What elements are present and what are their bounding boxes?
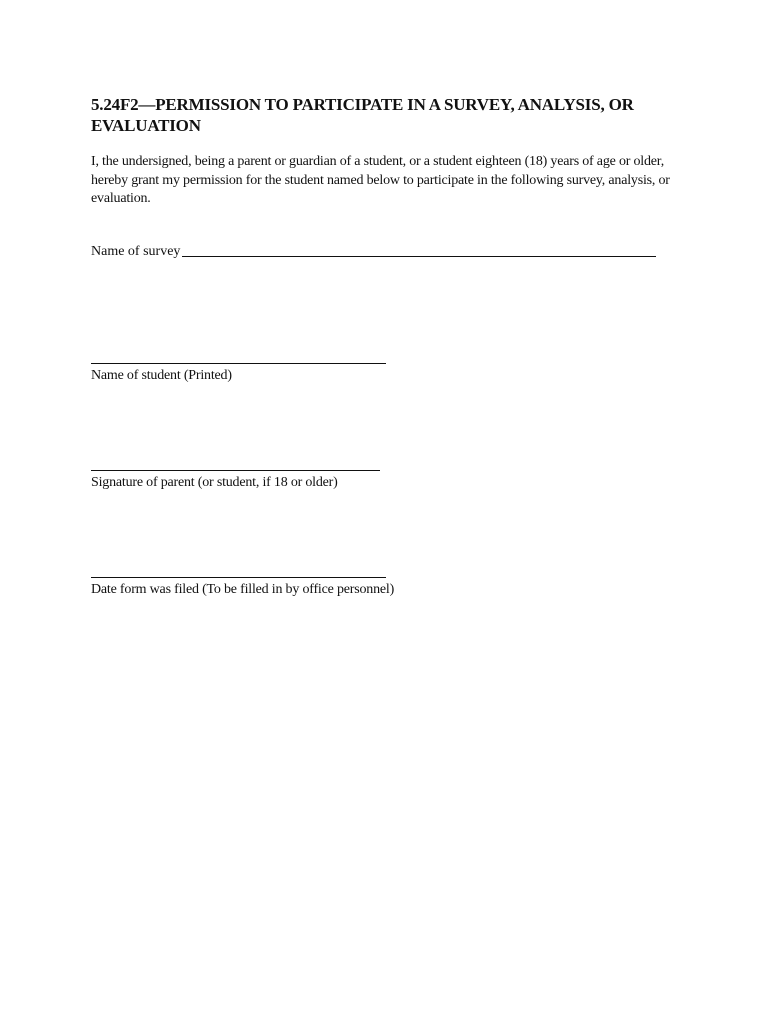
signature-caption: Signature of parent (or student, if 18 or older) <box>91 475 338 490</box>
student-name-line <box>91 363 386 364</box>
survey-name-line <box>182 256 656 257</box>
survey-name-field <box>91 242 656 260</box>
intro-paragraph: I, the undersigned, being a parent or guardian of a student, or a student eighteen (18) years of age or older, hereby grant my permission for the student named below to participate in the following survey, analysis, or evaluation. <box>91 154 670 206</box>
date-filed-caption: Date form was filed (To be filled in by office personnel) <box>91 582 395 597</box>
student-name-caption: Name of student (Printed) <box>91 368 232 383</box>
document-title: 5.24F2—PERMISSION TO PARTICIPATE IN A SURVEY, ANALYSIS, OR EVALUATION <box>91 95 634 135</box>
date-filed-line <box>91 577 386 578</box>
signature-line <box>91 470 380 471</box>
survey-name-label: Name of survey <box>91 244 181 259</box>
